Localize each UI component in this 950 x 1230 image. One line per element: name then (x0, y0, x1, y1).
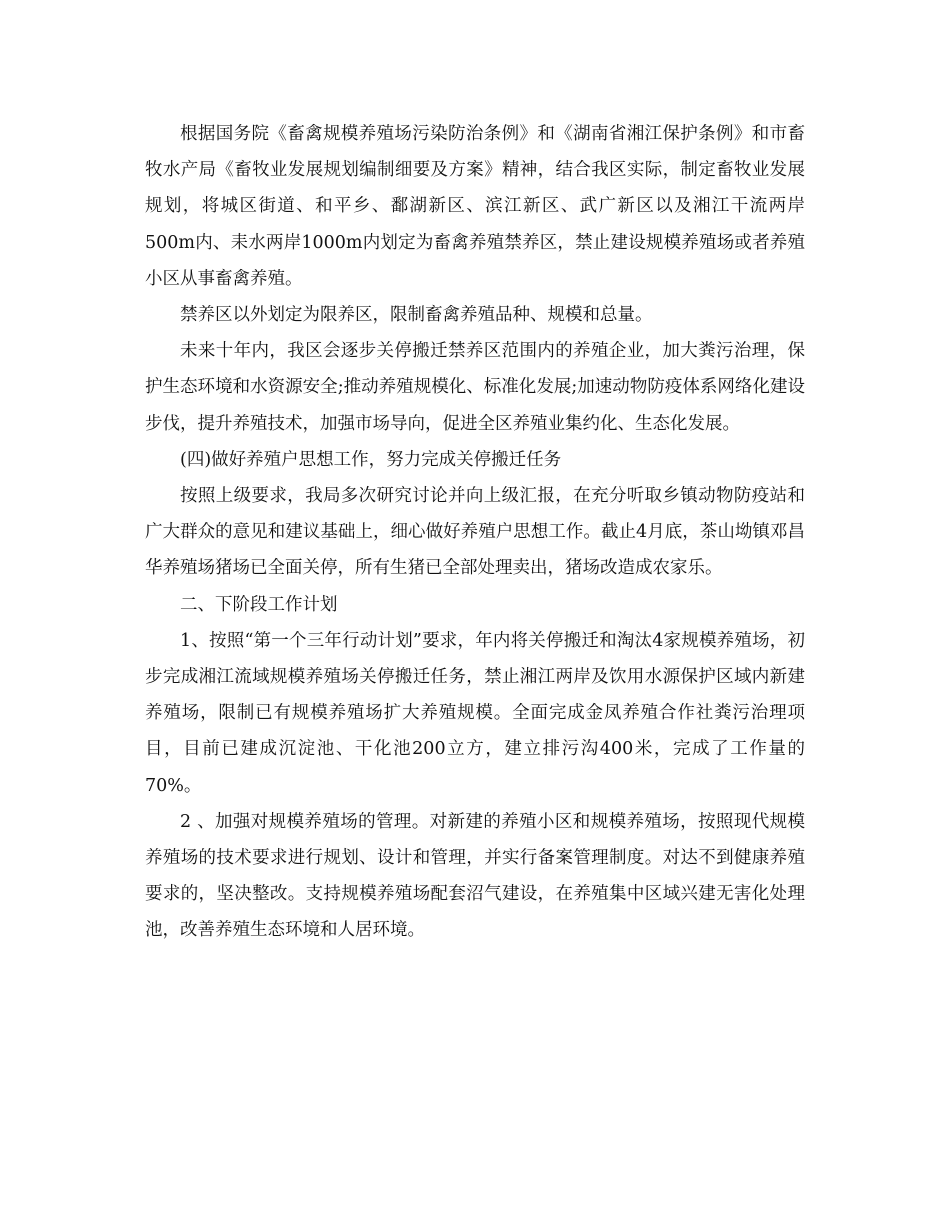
section-heading-four: (四)做好养殖户思想工作，努力完成关停搬迁任务 (180, 449, 562, 470)
paragraph-plan-item-2: 2 、加强对规模养殖场的管理。对新建的养殖小区和规模养殖场，按照现代规模养殖场的技术要求进行规划、设计和管理，并实行备案管理制度。对达不到健康养殖要求的，坚决整改。支持规模养殖场配套沼气建设，在养殖集中区域兴建无害化处理池，改善养殖生态环境和人居环境。 (145, 811, 805, 941)
paragraph-regulations: 根据国务院《畜禽规模养殖场污染防治条例》和《湖南省湘江保护条例》和市畜牧水产局《畜牧业发展规划编制细要及方案》精神，结合我区实际，制定畜牧业发展规划，将城区街道、和平乡、鄱湖新区、滨江新区、武广新区以及湘江干流两岸500m内、耒水两岸1000m内划定为畜禽养殖禁养区，禁止建设规模养殖场或者养殖小区从事畜禽养殖。 (145, 124, 805, 289)
paragraph-ten-year-plan: 未来十年内，我区会逐步关停搬迁禁养区范围内的养殖企业，加大粪污治理，保护生态环境和水资源安全;推动养殖规模化、标准化发展;加速动物防疫体系网络化建设步伐，提升养殖技术，加强市场导向，促进全区养殖业集约化、生态化发展。 (145, 341, 805, 434)
paragraph-plan-item-1: 1、按照“第一个三年行动计划”要求，年内将关停搬迁和淘汰4家规模养殖场，初步完成湘江流域规模养殖场关停搬迁任务，禁止湘江两岸及饮用水源保护区域内新建养殖场，限制已有规模养殖场扩大养殖规模。全面完成金凤养殖合作社粪污治理项目，目前已建成沉淀池、干化池200立方，建立排污沟400米，完成了工作量的70%。 (145, 630, 805, 796)
paragraph-farmer-work: 按照上级要求，我局多次研究讨论并向上级汇报，在充分听取乡镇动物防疫站和广大群众的意见和建议基础上，细心做好养殖户思想工作。截止4月底，茶山坳镇邓昌华养殖场猪场已全面关停，所有生猪已全部处理卖出，猪场改造成农家乐。 (145, 486, 805, 579)
section-heading-next-plan: 二、下阶段工作计划 (180, 594, 338, 615)
document-body (145, 116, 805, 949)
paragraph-restricted-zone: 禁养区以外划定为限养区，限制畜禽养殖品种、规模和总量。 (180, 305, 653, 326)
